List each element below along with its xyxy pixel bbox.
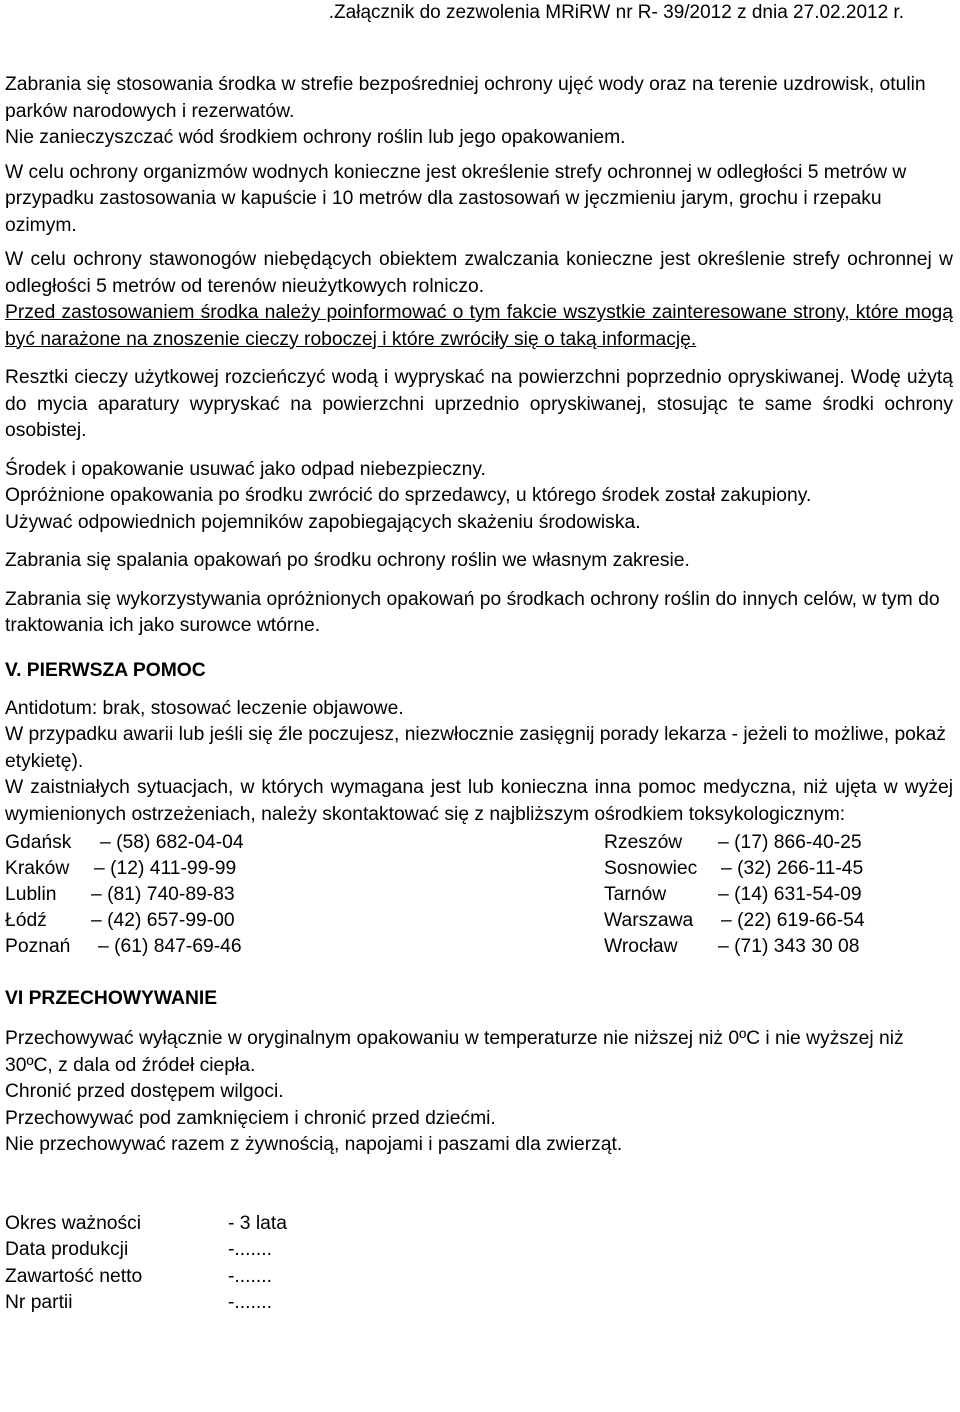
paragraph-toxicology: W zaistniałych sytuacjach, w których wymagana jest lub konieczna inna pomoc medyczna, niż ujęta w wyżej wymienionych ostrzeżeniach, należy skontaktować się z najbliższym ośrodkiem toksykologicznym:: [5, 777, 953, 825]
contact-lublin: [5, 882, 235, 908]
phone-number: – (58) 682-04-04: [100, 832, 244, 853]
contact-wroclaw: [604, 934, 860, 960]
city-name: Wrocław: [604, 936, 678, 957]
paragraph-arthropod-buffer: W celu ochrony stawonogów niebędących obiektem zwalczania konieczne jest określenie strefy ochronnej w odległości 5 metrów od terenów nieużytkowych rolniczo.: [5, 249, 953, 297]
city-name: Tarnów: [604, 884, 667, 905]
phone-number: – (32) 266-11-45: [721, 858, 864, 879]
paragraph-containers: Używać odpowiednich pojemników zapobiegających skażeniu środowiska.: [5, 511, 641, 533]
phone-number: – (17) 866-40-25: [718, 832, 862, 853]
phone-number: – (71) 343 30 08: [718, 936, 860, 957]
paragraph-no-burning: Zabrania się spalania opakowań po środku ochrony roślin we własnym zakresie.: [5, 550, 690, 571]
info-row-net-content: [5, 1264, 953, 1291]
contact-lodz: [5, 908, 235, 934]
section-heading-first-aid: V. PIERWSZA POMOC: [5, 659, 206, 681]
city-name: Poznań: [5, 936, 71, 957]
paragraph-no-reuse: Zabrania się wykorzystywania opróżnionych opakowań po środkach ochrony roślin do innych celów, w tym do traktowania ich jako surowce wtórne.: [5, 588, 940, 636]
contact-tarnow: [604, 882, 862, 908]
info-label: Data produkcji: [5, 1239, 129, 1260]
paragraph-storage-moisture: Chronić przed dostępem wilgoci.: [5, 1081, 284, 1102]
toxicology-centers-list: [5, 830, 953, 962]
city-name: Gdańsk: [5, 832, 72, 853]
info-row-production-date: [5, 1237, 953, 1264]
paragraph-accident: W przypadku awarii lub jeśli się źle poczujesz, niezwłocznie zasięgnij porady lekarza - jeżeli to możliwe, pokaż etykietę).: [5, 724, 946, 772]
info-row-shelf-life: [5, 1211, 953, 1238]
product-info-block: [5, 1211, 953, 1317]
info-label: Zawartość netto: [5, 1265, 143, 1287]
paragraph-storage-lock: Przechowywać pod zamknięciem i chronić przed dziećmi.: [5, 1107, 496, 1129]
contact-krakow: [5, 856, 237, 882]
paragraph-antidote: Antidotum: brak, stosować leczenie objawowe.: [5, 697, 404, 719]
paragraph-return-packaging: Opróżnione opakowania po środku zwrócić do sprzedawcy, u którego środek został zakupiony.: [5, 485, 812, 506]
contact-rzeszow: [604, 830, 862, 856]
contact-poznan: [5, 934, 242, 960]
phone-number: – (22) 619-66-54: [721, 910, 865, 931]
info-row-batch-number: [5, 1290, 953, 1317]
info-value: - 3 lata: [228, 1212, 287, 1234]
paragraph-inform-parties: Przed zastosowaniem środka należy poinformować o tym fakcie wszystkie zainteresowane strony, które mogą być narażone na znoszenie cieczy roboczej i które zwróciły się o taką informację.: [5, 302, 953, 350]
city-name: Łódź: [5, 910, 47, 931]
document-header: .Załącznik do zezwolenia MRiRW nr R- 39/2012 z dnia 27.02.2012 r.: [328, 2, 904, 23]
paragraph-water-protection: Zabrania się stosowania środka w strefie bezpośredniej ochrony ujęć wody oraz na terenie uzdrowisk, otulin parków narodowych i rezerwatów.: [5, 74, 926, 122]
paragraph-aquatic-buffer: W celu ochrony organizmów wodnych konieczne jest określenie strefy ochronnej w odległości 5 metrów w przypadku zastosowania w kapuście i 10 metrów dla zastosowań w jęczmieniu jarym, grochu i rzepaku ozimym.: [5, 161, 907, 236]
phone-number: – (12) 411-99-99: [94, 858, 237, 879]
contact-warszawa: [604, 908, 865, 934]
label-page: [5, 72, 953, 1317]
info-label: Nr partii: [5, 1292, 73, 1313]
paragraph-storage-temperature: Przechowywać wyłącznie w oryginalnym opakowaniu w temperaturze nie niższej niż 0ºC i nie wyższej niż 30ºC, z dala od źródeł ciepła.: [5, 1028, 904, 1076]
contact-gdansk: [5, 830, 244, 856]
phone-number: – (42) 657-99-00: [91, 910, 235, 931]
city-name: Sosnowiec: [604, 858, 698, 879]
phone-number: – (81) 740-89-83: [91, 884, 235, 905]
paragraph-no-pollution: Nie zanieczyszczać wód środkiem ochrony roślin lub jego opakowaniem.: [5, 127, 626, 148]
phone-number: – (14) 631-54-09: [718, 884, 862, 905]
info-value: -.......: [228, 1265, 272, 1287]
phone-number: – (61) 847-69-46: [98, 936, 242, 957]
paragraph-storage-food: Nie przechowywać razem z żywnością, napojami i paszami dla zwierząt.: [5, 1134, 623, 1155]
paragraph-residues: Resztki cieczy użytkowej rozcieńczyć wodą i wypryskać na powierzchni poprzednio opryskiwanej. Wodę użytą do mycia aparatury wypryskać na powierzchni uprzednio opryskiwanej, stosując te same środki ochrony osobistej.: [5, 367, 953, 441]
info-value: -.......: [228, 1239, 272, 1260]
contact-sosnowiec: [604, 856, 864, 882]
city-name: Kraków: [5, 858, 70, 879]
city-name: Rzeszów: [604, 832, 683, 853]
city-name: Warszawa: [604, 910, 694, 931]
paragraph-hazardous-waste: Środek i opakowanie usuwać jako odpad niebezpieczny.: [5, 458, 486, 480]
info-label: Okres ważności: [5, 1212, 142, 1234]
info-value: -.......: [228, 1292, 272, 1313]
city-name: Lublin: [5, 884, 57, 905]
section-heading-storage: VI PRZECHOWYWANIE: [5, 988, 218, 1009]
